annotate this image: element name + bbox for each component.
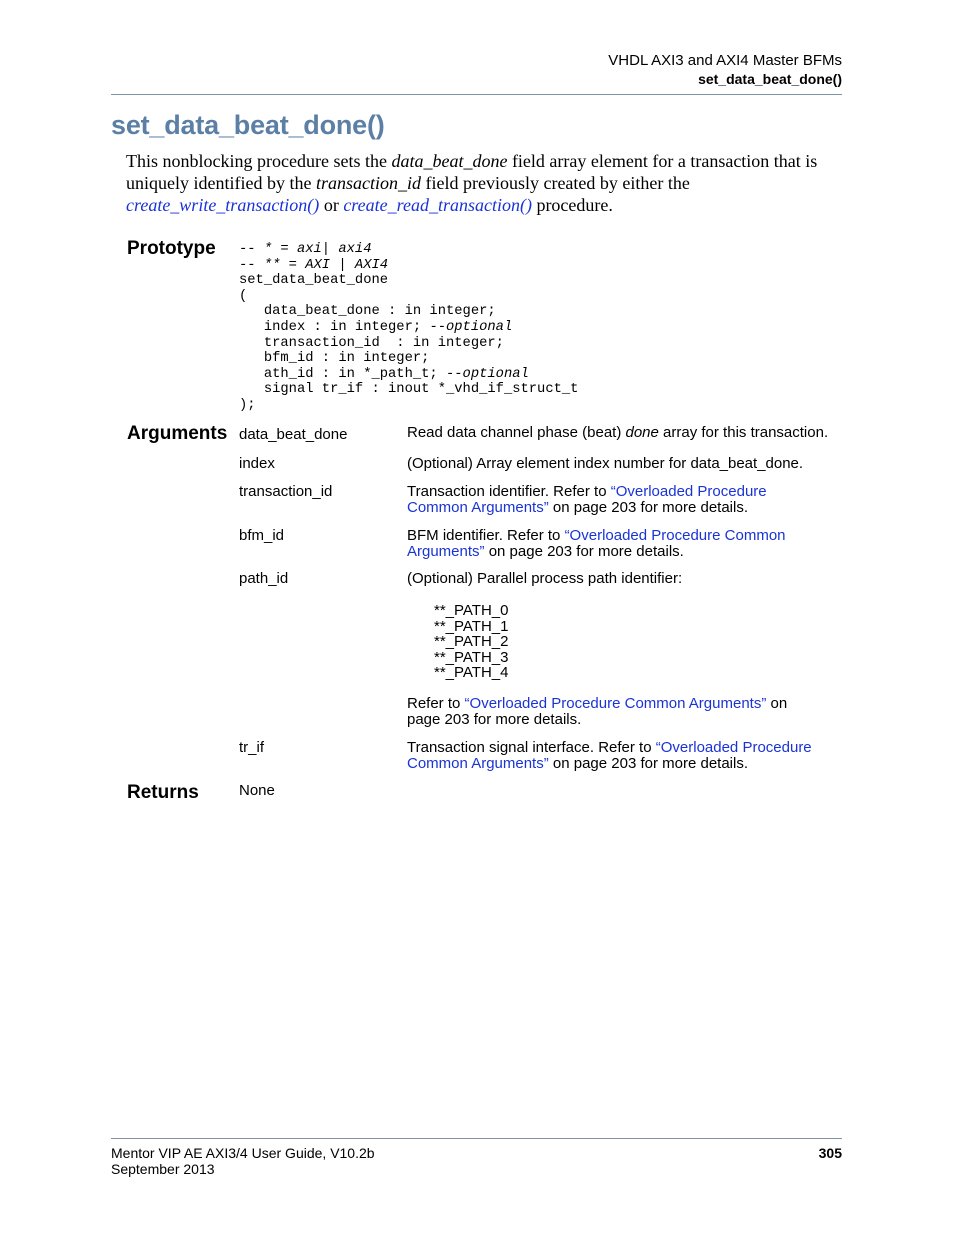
code-comment: --optional xyxy=(429,319,513,335)
path-value: **_PATH_2 xyxy=(434,633,509,650)
arg-name-path-id: path_id xyxy=(239,570,289,587)
code-line: data_beat_done : in integer; xyxy=(239,304,496,320)
header-chapter: VHDL AXI3 and AXI4 Master BFMs xyxy=(608,52,842,69)
link-overloaded-args[interactable]: “Overloaded Procedure Common Arguments” xyxy=(407,527,786,560)
arg-desc-data-beat-done xyxy=(407,425,847,441)
path-id-values xyxy=(434,603,508,681)
desc-italic: done xyxy=(625,424,659,441)
path-value: **_PATH_0 xyxy=(434,602,509,619)
arg-desc-index: (Optional) Array element index number for data_beat_done. xyxy=(407,455,804,472)
intro-text: field array element for a transaction that is uniquely identified by the xyxy=(126,151,818,193)
arg-desc-tr-if xyxy=(407,740,837,772)
path-value: **_PATH_1 xyxy=(434,617,509,635)
arg-name-index: index xyxy=(239,455,275,472)
desc-text: on page 203 for more details. xyxy=(484,543,684,560)
link-create-write-transaction[interactable]: create_write_transaction() xyxy=(126,195,320,215)
link-overloaded-args[interactable]: “Overloaded Procedure Common Arguments” xyxy=(407,483,767,516)
path-value: **_PATH_4 xyxy=(434,664,509,681)
arg-name-transaction-id: transaction_id xyxy=(239,483,333,500)
header-section: set_data_beat_done() xyxy=(698,71,842,87)
desc-text: Transaction identifier. Refer to xyxy=(407,483,611,500)
intro-field-data-beat-done: data_beat_done xyxy=(391,151,508,171)
returns-value: None xyxy=(239,782,275,799)
intro-text: field previously created by either the xyxy=(420,173,690,193)
desc-text: on page 203 for more details. xyxy=(548,499,749,516)
footer-rule xyxy=(111,1138,842,1139)
code-line: transaction_id : in integer; xyxy=(239,335,504,351)
header-rule xyxy=(111,94,842,95)
arg-name-tr-if: tr_if xyxy=(239,739,265,756)
intro-text: This nonblocking procedure sets the xyxy=(126,151,392,171)
prototype-code xyxy=(239,242,578,414)
code-line: bfm_id : in integer; xyxy=(239,351,430,367)
intro-paragraph xyxy=(126,150,842,216)
footer-date: September 2013 xyxy=(111,1161,215,1177)
intro-text: or xyxy=(319,195,344,215)
link-overloaded-args[interactable]: “Overloaded Procedure Common Arguments” xyxy=(464,695,767,712)
desc-text: on page 203 for more details. xyxy=(548,755,749,772)
code-line: ath_id : in *_path_t; xyxy=(239,366,446,382)
footer-info xyxy=(111,1145,375,1177)
arg-name-data-beat-done: data_beat_done xyxy=(239,426,348,443)
prototype-label: Prototype xyxy=(127,238,216,259)
code-line: -- ** = AXI | AXI4 xyxy=(239,257,389,273)
intro-field-transaction-id: transaction_id xyxy=(315,173,421,193)
desc-text: Refer to xyxy=(407,695,465,712)
code-line: ); xyxy=(239,397,256,413)
page-title: set_data_beat_done() xyxy=(111,110,385,140)
returns-label: Returns xyxy=(127,782,199,803)
code-line: signal tr_if : inout *_vhd_if_struct_t xyxy=(239,382,579,398)
arg-desc-transaction-id xyxy=(407,484,797,516)
arg-desc-bfm-id xyxy=(407,528,807,560)
footer-guide: Mentor VIP AE AXI3/4 User Guide, V10.2b xyxy=(111,1145,375,1161)
link-create-read-transaction[interactable]: create_read_transaction() xyxy=(343,195,532,215)
arguments-label: Arguments xyxy=(127,423,228,444)
code-line: index : in integer; xyxy=(239,319,430,335)
code-comment: --optional xyxy=(446,366,529,382)
code-line: -- * = axi| axi4 xyxy=(239,242,372,257)
path-value: **_PATH_3 xyxy=(434,648,509,666)
desc-text: Read data channel phase (beat) xyxy=(407,424,626,441)
page-number: 305 xyxy=(818,1145,842,1161)
arg-desc-path-id-refer xyxy=(407,696,817,728)
desc-text: array for this transaction. xyxy=(658,424,829,441)
link-overloaded-args[interactable]: “Overloaded Procedure Common Arguments” xyxy=(407,739,812,772)
desc-text: on page 203 for more details. xyxy=(407,695,788,728)
desc-text: Transaction signal interface. Refer to xyxy=(407,739,656,756)
running-header xyxy=(608,51,842,89)
intro-text: procedure. xyxy=(531,195,613,215)
code-line: set_data_beat_done xyxy=(239,273,389,289)
arg-desc-path-id: (Optional) Parallel process path identifier: xyxy=(407,570,683,587)
code-line: ( xyxy=(239,288,248,304)
arg-name-bfm-id: bfm_id xyxy=(239,527,285,544)
desc-text: BFM identifier. Refer to xyxy=(407,527,565,544)
